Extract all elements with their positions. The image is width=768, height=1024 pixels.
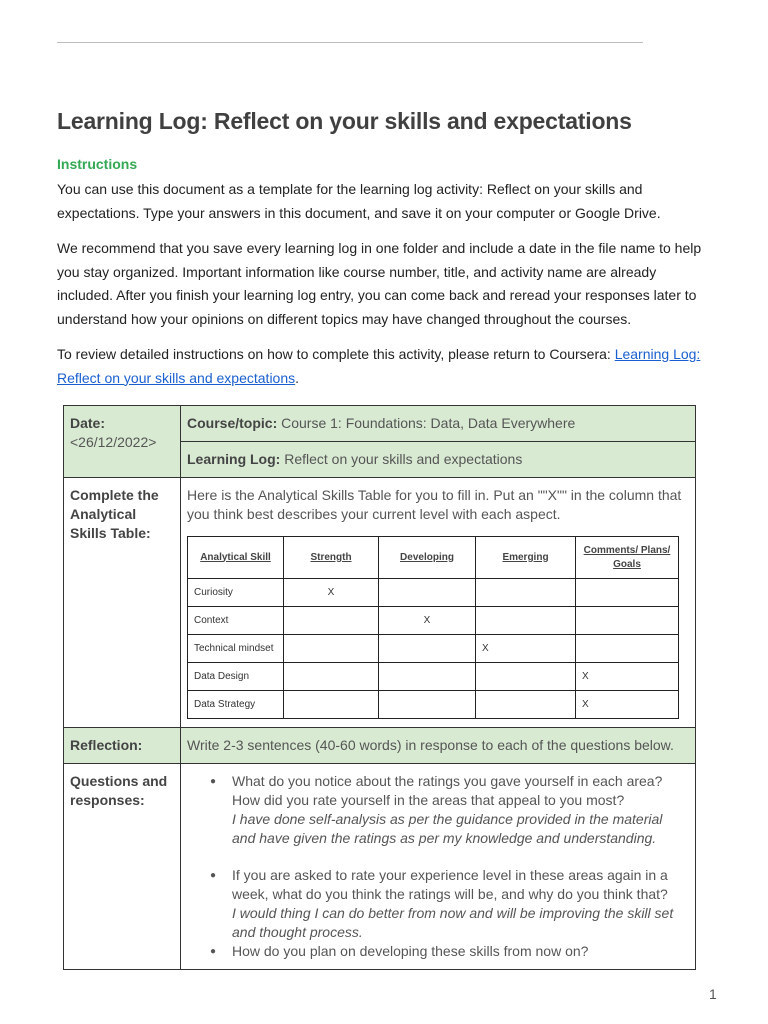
header-emerging: Emerging bbox=[476, 537, 576, 579]
list-item bbox=[210, 772, 689, 848]
comments-cell[interactable] bbox=[576, 635, 679, 663]
skill-name: Data Strategy bbox=[188, 691, 284, 719]
strength-cell[interactable] bbox=[284, 663, 379, 691]
reflection-text-cell: Write 2-3 sentences (40-60 words) in response to each of the questions below. bbox=[181, 728, 696, 764]
skill-name: Technical mindset bbox=[188, 635, 284, 663]
table-row bbox=[188, 579, 679, 607]
skills-label-cell: Complete the Analytical Skills Table: bbox=[64, 478, 181, 728]
strength-cell[interactable] bbox=[284, 607, 379, 635]
emerging-cell[interactable] bbox=[476, 607, 576, 635]
course-label: Course/topic: bbox=[187, 415, 278, 431]
emerging-cell[interactable]: X bbox=[476, 635, 576, 663]
question-text: If you are asked to rate your experience level in these areas again in a week, what do you think the ratings will be, and why do you think that? bbox=[232, 867, 668, 902]
header-strength: Strength bbox=[284, 537, 379, 579]
header-skill: Analytical Skill bbox=[188, 537, 284, 579]
page-number: 1 bbox=[709, 986, 717, 1002]
date-label: Date: bbox=[70, 415, 106, 431]
skills-intro: Here is the Analytical Skills Table for you to fill in. Put an ""X"" in the column that you think best describes your current level with each aspect. bbox=[187, 487, 682, 522]
list-item bbox=[210, 866, 689, 942]
course-cell bbox=[181, 406, 696, 442]
instructions-section bbox=[57, 156, 707, 402]
date-value: <26/12/2022> bbox=[70, 434, 157, 450]
question-text: What do you notice about the ratings you gave yourself in each area? How did you rate yourself in the areas that appeal to you most? bbox=[232, 773, 663, 808]
instructions-paragraph-2: We recommend that you save every learning log in one folder and include a date in the file name to help you stay organized. Important information like course number, title, and activity name are already included. After you finish your learning log entry, you can come back and reread your responses later to understand how your opinions on different topics may have changed throughout the courses. bbox=[57, 240, 702, 327]
header-developing: Developing bbox=[379, 537, 476, 579]
skills-content-cell bbox=[181, 478, 696, 728]
answer-text[interactable]: I would thing I can do better from now and will be improving the skill set and thought process. bbox=[232, 905, 674, 940]
question-text: How do you plan on developing these skills from now on? bbox=[232, 943, 589, 959]
coursera-link[interactable]: Learning Log: Reflect on your skills and expectations bbox=[57, 346, 701, 386]
strength-cell[interactable] bbox=[284, 691, 379, 719]
comments-cell[interactable]: X bbox=[576, 691, 679, 719]
emerging-cell[interactable] bbox=[476, 663, 576, 691]
questions-label-cell: Questions and responses: bbox=[64, 764, 181, 970]
comments-cell[interactable] bbox=[576, 607, 679, 635]
instructions-paragraph-1: You can use this document as a template for the learning log activity: Reflect on your skills and expectations. Type your answers in this document, and save it on your computer or Google Drive. bbox=[57, 181, 661, 221]
paragraph-3-suffix: . bbox=[295, 369, 300, 386]
developing-cell[interactable] bbox=[379, 663, 476, 691]
answer-text[interactable]: I have done self-analysis as per the guidance provided in the material and have given the ratings as per my knowledge and understanding. bbox=[232, 811, 663, 846]
table-row bbox=[188, 607, 679, 635]
bullet-icon: ● bbox=[210, 776, 217, 787]
table-row bbox=[188, 663, 679, 691]
analytical-skills-table bbox=[187, 536, 679, 719]
learning-log-table bbox=[63, 405, 696, 970]
developing-cell[interactable]: X bbox=[379, 607, 476, 635]
paragraph-3-prefix: To review detailed instructions on how to complete this activity, please return to Coursera: bbox=[57, 346, 615, 362]
comments-cell[interactable] bbox=[576, 579, 679, 607]
log-label: Learning Log: bbox=[187, 451, 281, 467]
skill-name: Context bbox=[188, 607, 284, 635]
list-item bbox=[210, 942, 689, 961]
list-spacer bbox=[232, 848, 689, 866]
bullet-icon: ● bbox=[210, 870, 217, 881]
emerging-cell[interactable] bbox=[476, 691, 576, 719]
developing-cell[interactable] bbox=[379, 635, 476, 663]
developing-cell[interactable] bbox=[379, 691, 476, 719]
table-row bbox=[188, 635, 679, 663]
questions-content-cell bbox=[181, 764, 696, 970]
developing-cell[interactable] bbox=[379, 579, 476, 607]
skills-header-row bbox=[188, 537, 679, 579]
table-row bbox=[188, 691, 679, 719]
comments-cell[interactable]: X bbox=[576, 663, 679, 691]
questions-list bbox=[187, 772, 689, 961]
strength-cell[interactable]: X bbox=[284, 579, 379, 607]
skill-name: Curiosity bbox=[188, 579, 284, 607]
top-divider bbox=[57, 42, 643, 43]
reflection-label-cell: Reflection: bbox=[64, 728, 181, 764]
skill-name: Data Design bbox=[188, 663, 284, 691]
header-comments: Comments/ Plans/ Goals bbox=[576, 537, 679, 579]
emerging-cell[interactable] bbox=[476, 579, 576, 607]
page-title: Learning Log: Reflect on your skills and expectations bbox=[57, 108, 632, 134]
date-cell bbox=[64, 406, 181, 478]
course-value: Course 1: Foundations: Data, Data Everywhere bbox=[281, 415, 576, 431]
bullet-icon: ● bbox=[210, 946, 217, 957]
instructions-paragraph-3 bbox=[57, 343, 707, 390]
log-title-cell bbox=[181, 442, 696, 478]
instructions-heading: Instructions bbox=[57, 156, 138, 172]
log-value: Reflect on your skills and expectations bbox=[284, 451, 523, 467]
strength-cell[interactable] bbox=[284, 635, 379, 663]
